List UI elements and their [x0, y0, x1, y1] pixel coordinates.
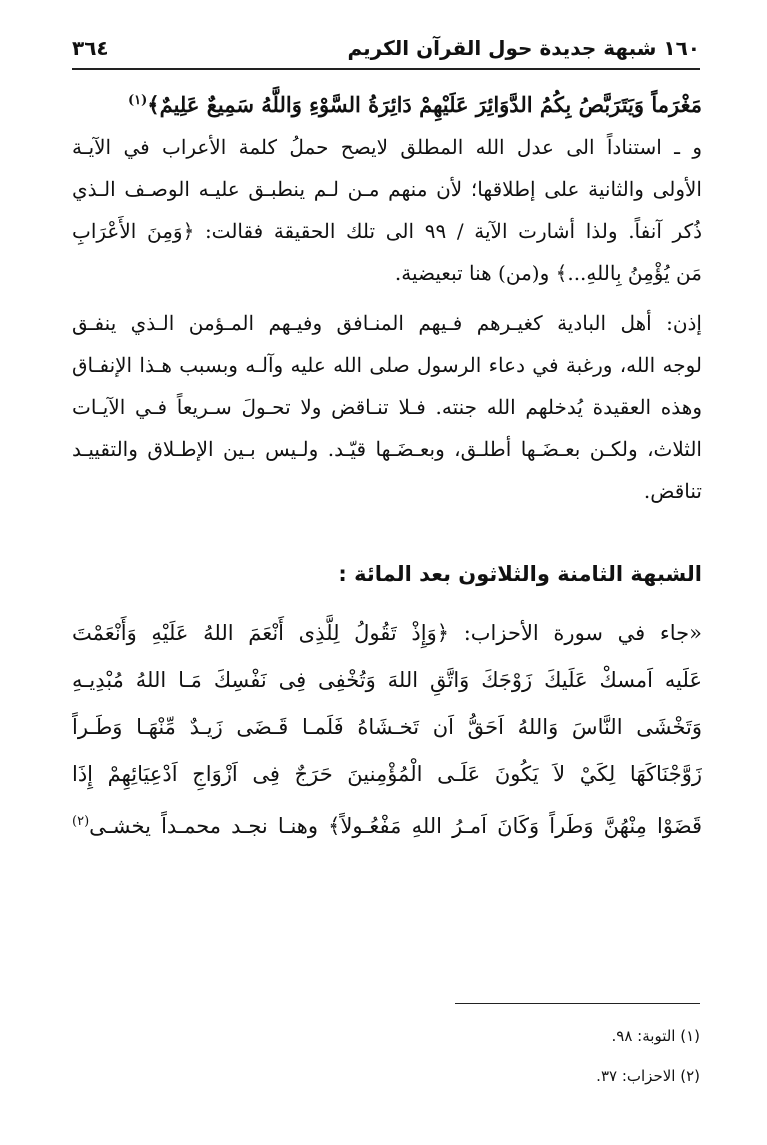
- paragraph-line: مَن يُؤْمِنُ بِاللهِ...﴾ و(من) هنا تبعيضية.: [394, 261, 702, 285]
- footnote-ref: (٢): [72, 814, 90, 829]
- paragraph-line: تناقض.: [643, 479, 702, 503]
- quote-line: زَوَّجْنَاكَهَا لِكَيْ لاَ يَكُونَ عَلَـى الْمُؤْمِنينَ حَرَجٌ فِى اَزْوَاجِ اَدْعِيَائِهِمْ إِذَا: [72, 762, 702, 786]
- quote-line: وَتَخْشَى النَّاسَ وَاللهُ اَحَقُّ اَن تَخـشَاهُ فَلَمـا قَـضَى زَيـدٌ مِّنْهَـا وَطَـراً: [72, 715, 702, 739]
- section-heading: الشبهة الثامنة والثلاثون بعد المائة :: [338, 562, 702, 586]
- footnote-ref: (١): [128, 93, 148, 108]
- page-number: ٣٦٤: [72, 36, 109, 60]
- quote-line: «جاء في سورة الأحزاب: ﴿وَإِذْ تَقُولُ لِلَّذِى أَنْعَمَ اللهُ عَلَيْهِ وَأَنْعَمْتَ: [72, 621, 702, 645]
- paragraph-line: الثلاث، ولكـن بعـضَـها أطلـق، وبعـضَـها قيّـد. ولـيس بـين الإطـلاق والتقييـد: [72, 437, 702, 461]
- paragraph-line: وهذه العقيدة يُدخلهم الله جنته. فـلا تنـاقض ولا تحـولَ سـريعاً فـي الآيـات: [72, 395, 702, 419]
- paragraph-line: ذُكر آنفاً. ولذا أشارت الآية / ٩٩ الى تلك الحقيقة فقالت: ﴿وَمِنَ الأَعْرَابِ: [72, 219, 702, 243]
- paragraph-line: و ـ استناداً الى عدل الله المطلق لايصح حملُ كلمة الأعراب في الآيـة: [72, 135, 702, 159]
- paragraph-line: لوجه الله، ورغبة في دعاء الرسول صلى الله عليه وآلـه وبسبب هـذا الإنفـاق: [72, 353, 702, 377]
- verse-line: مَغْرَماً وَيَتَرَبَّصُ بِكُمُ الدَّوَائِرَ عَلَيْهِمْ دَائِرَةُ السَّوْءِ وَاللَّهُ سَمِيعٌ عَلِيمٌ﴾$^{(١)}$: [128, 92, 702, 117]
- running-header: [72, 28, 700, 70]
- footnotes: [72, 1016, 700, 1096]
- paragraph-line: الأولى والثانية على إطلاقها؛ لأن منهم مـن لـم ينطبـق عليـه الوصـف الـذي: [72, 177, 702, 201]
- quote-line: قَضَوْا مِنْهُنَّ وَطَراً وَكَانَ اَمـرُ اللهِ مَفْعُـولاً﴾ وهنـا نجـد محمـداً يخشـى$^{(٢)}$: [72, 814, 702, 838]
- main-text: [72, 80, 702, 850]
- quote-line: عَلَيه اَمسكْ عَلَيكَ زَوْجَكَ وَاتَّقِ اللهَ وَتُخْفِى فِى نَفْسِكَ مَـا اللهُ مُبْدِيـهِ: [72, 668, 702, 692]
- footnote: (٢) الاحزاب: ٣٧.: [596, 1067, 700, 1085]
- footnote-divider: [455, 1003, 700, 1004]
- footnote: (١) التوبة: ٩٨.: [611, 1027, 700, 1045]
- book-title: ١٦٠ شبهة جديدة حول القرآن الكريم: [347, 36, 700, 60]
- paragraph-line: إذن: أهل البادية كغيـرهم فـيهم المنـافق وفيـهم المـؤمن الـذي ينفـق: [72, 311, 702, 335]
